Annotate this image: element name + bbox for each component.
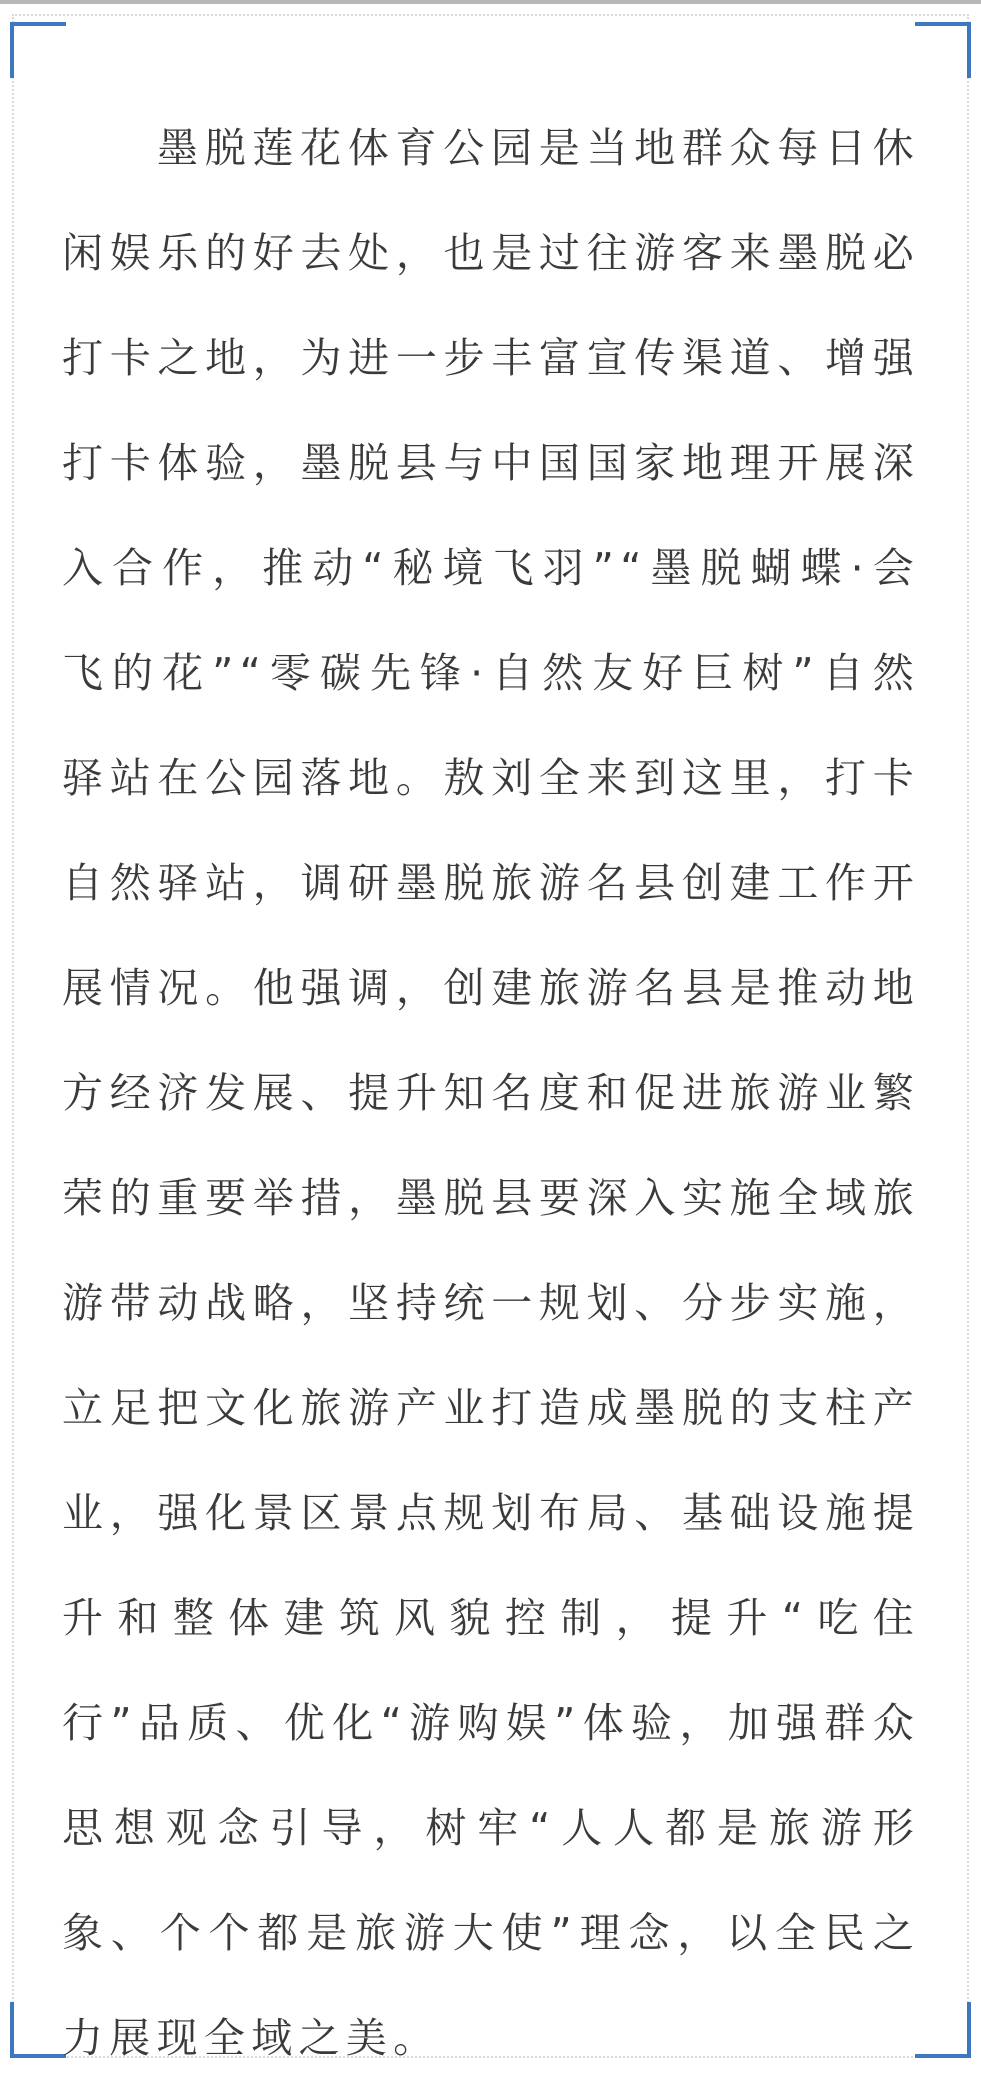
article-paragraph: 墨脱莲花体育公园是当地群众每日休闲娱乐的好去处，也是过往游客来墨脱必打卡之地，为进一步丰富宣传渠道、增强打卡体验，墨脱县与中国国家地理开展深入合作，推动“秘境飞羽”“墨脱蝴蝶·会飞的花”“零碳先锋·自然友好巨树”自然驿站在公园落地。敖刘全来到这里，打卡自然驿站，调研墨脱旅游名县创建工作开展情况。他强调，创建旅游名县是推动地方经济发展、提升知名度和促进旅游业繁荣的重要举措，墨脱县要深入实施全域旅游带动战略，坚持统一规划、分步实施，立足把文化旅游产业打造成墨脱的支柱产业，强化景区景点规划布局、基础设施提升和整体建筑风貌控制，提升“吃住行”品质、优化“游购娱”体验，加强群众思想观念引导，树牢“人人都是旅游形象、个个都是旅游大使”理念，以全民之力展现全域之美。: [62, 124, 920, 2062]
frame-corner-top-right: [915, 22, 971, 78]
top-edge-strip: [0, 0, 981, 4]
frame-corner-bottom-left: [10, 2002, 66, 2058]
frame-corner-bottom-right: [915, 2002, 971, 2058]
frame-corner-top-left: [10, 22, 66, 78]
